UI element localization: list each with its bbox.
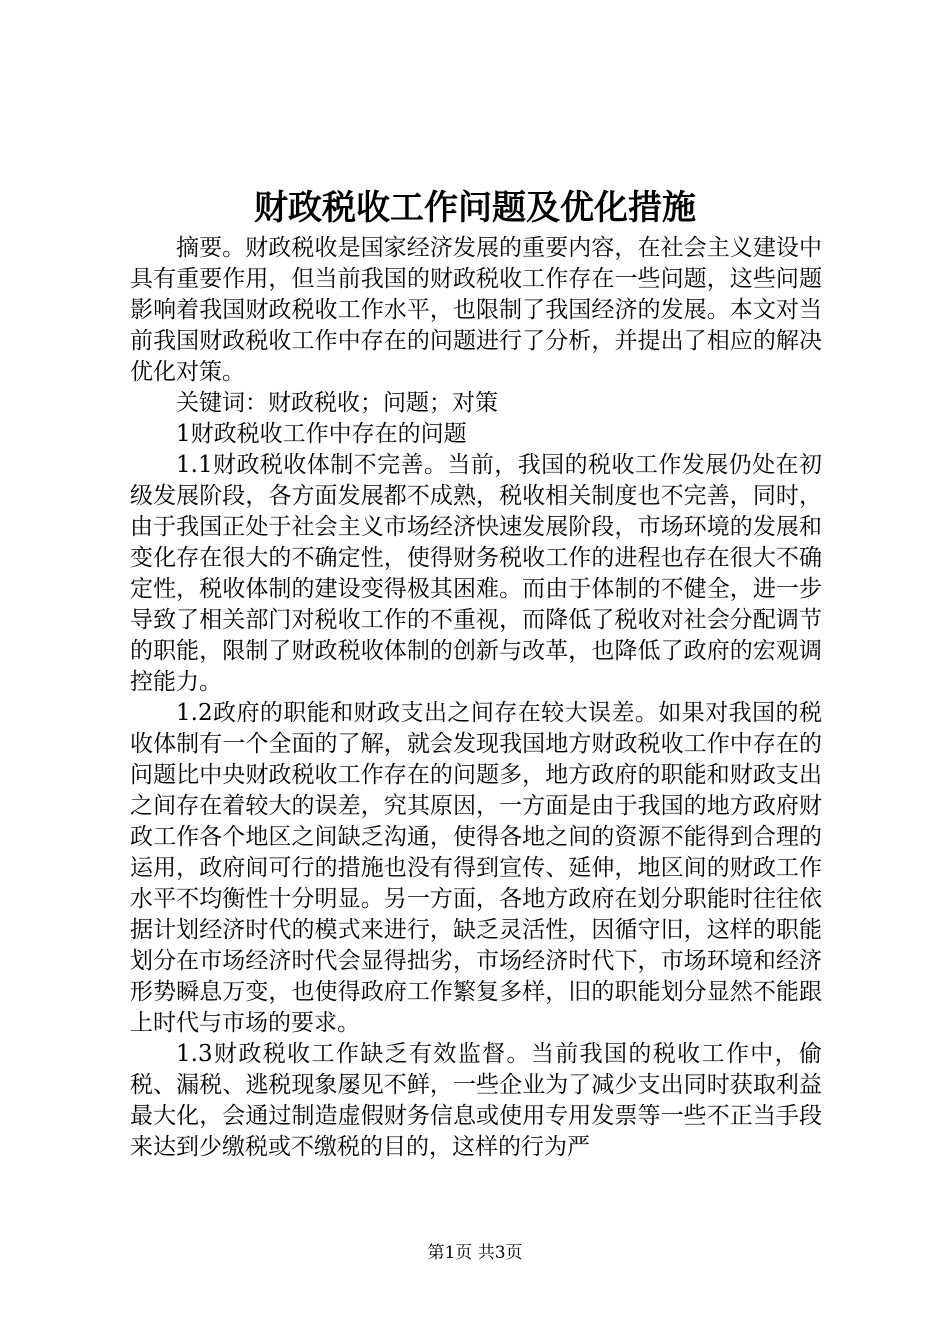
keywords-paragraph: 关键词：财政税收；问题；对策 (176, 390, 498, 416)
document-title: 财政税收工作问题及优化措施 (254, 188, 696, 228)
abstract-paragraph: 摘要。财政税收是国家经济发展的重要内容，在社会主义建设中具有重要作用，但当前我国的财政税收工作存在一些问题，这些问题影响着我国财政税收工作水平，也限制了我国经济的发展。本文对当前我国财政税收工作中存在的问题进行了分析，并提出了相应的解决优化对策。 (130, 235, 822, 385)
section-heading: 1财政税收工作中存在的问题 (176, 421, 467, 447)
page-footer: 第1页 共3页 (427, 1243, 523, 1263)
body-paragraph: 1.1财政税收体制不完善。当前，我国的税收工作发展仍处在初级发展阶段，各方面发展都不成熟，税收相关制度也不完善，同时，由于我国正处于社会主义市场经济快速发展阶段，市场环境的发展和变化存在很大的不确定性，使得财务税收工作的进程也存在很大不确定性，税收体制的建设变得极其困难。而由于体制的不健全，进一步导致了相关部门对税收工作的不重视，而降低了税收对社会分配调节的职能，限制了财政税收体制的创新与改革，也降低了政府的宏观调控能力。 (130, 452, 822, 695)
document-body (130, 233, 822, 1163)
body-paragraph: 1.3财政税收工作缺乏有效监督。当前我国的税收工作中，偷税、漏税、逃税现象屡见不鲜，一些企业为了减少支出同时获取利益最大化，会通过制造虚假财务信息或使用专用发票等一些不正当手段来达到少缴税或不缴税的目的，这样的行为严 (130, 1041, 822, 1160)
body-paragraph: 1.2政府的职能和财政支出之间存在较大误差。如果对我国的税收体制有一个全面的了解，就会发现我国地方财政税收工作中存在的问题比中央财政税收工作存在的问题多，地方政府的职能和财政支出之间存在着较大的误差，究其原因，一方面是由于我国的地方政府财政工作各个地区之间缺乏沟通，使得各地之间的资源不能得到合理的运用，政府间可行的措施也没有得到宣传、延伸，地区间的财政工作水平不均衡性十分明显。另一方面，各地方政府在划分职能时往往依据计划经济时代的模式来进行，缺乏灵活性，因循守旧，这样的职能划分在市场经济时代会显得拙劣，市场经济时代下，市场环境和经济形势瞬息万变，也使得政府工作繁复多样，旧的职能划分显然不能跟上时代与市场的要求。 (130, 700, 822, 1036)
